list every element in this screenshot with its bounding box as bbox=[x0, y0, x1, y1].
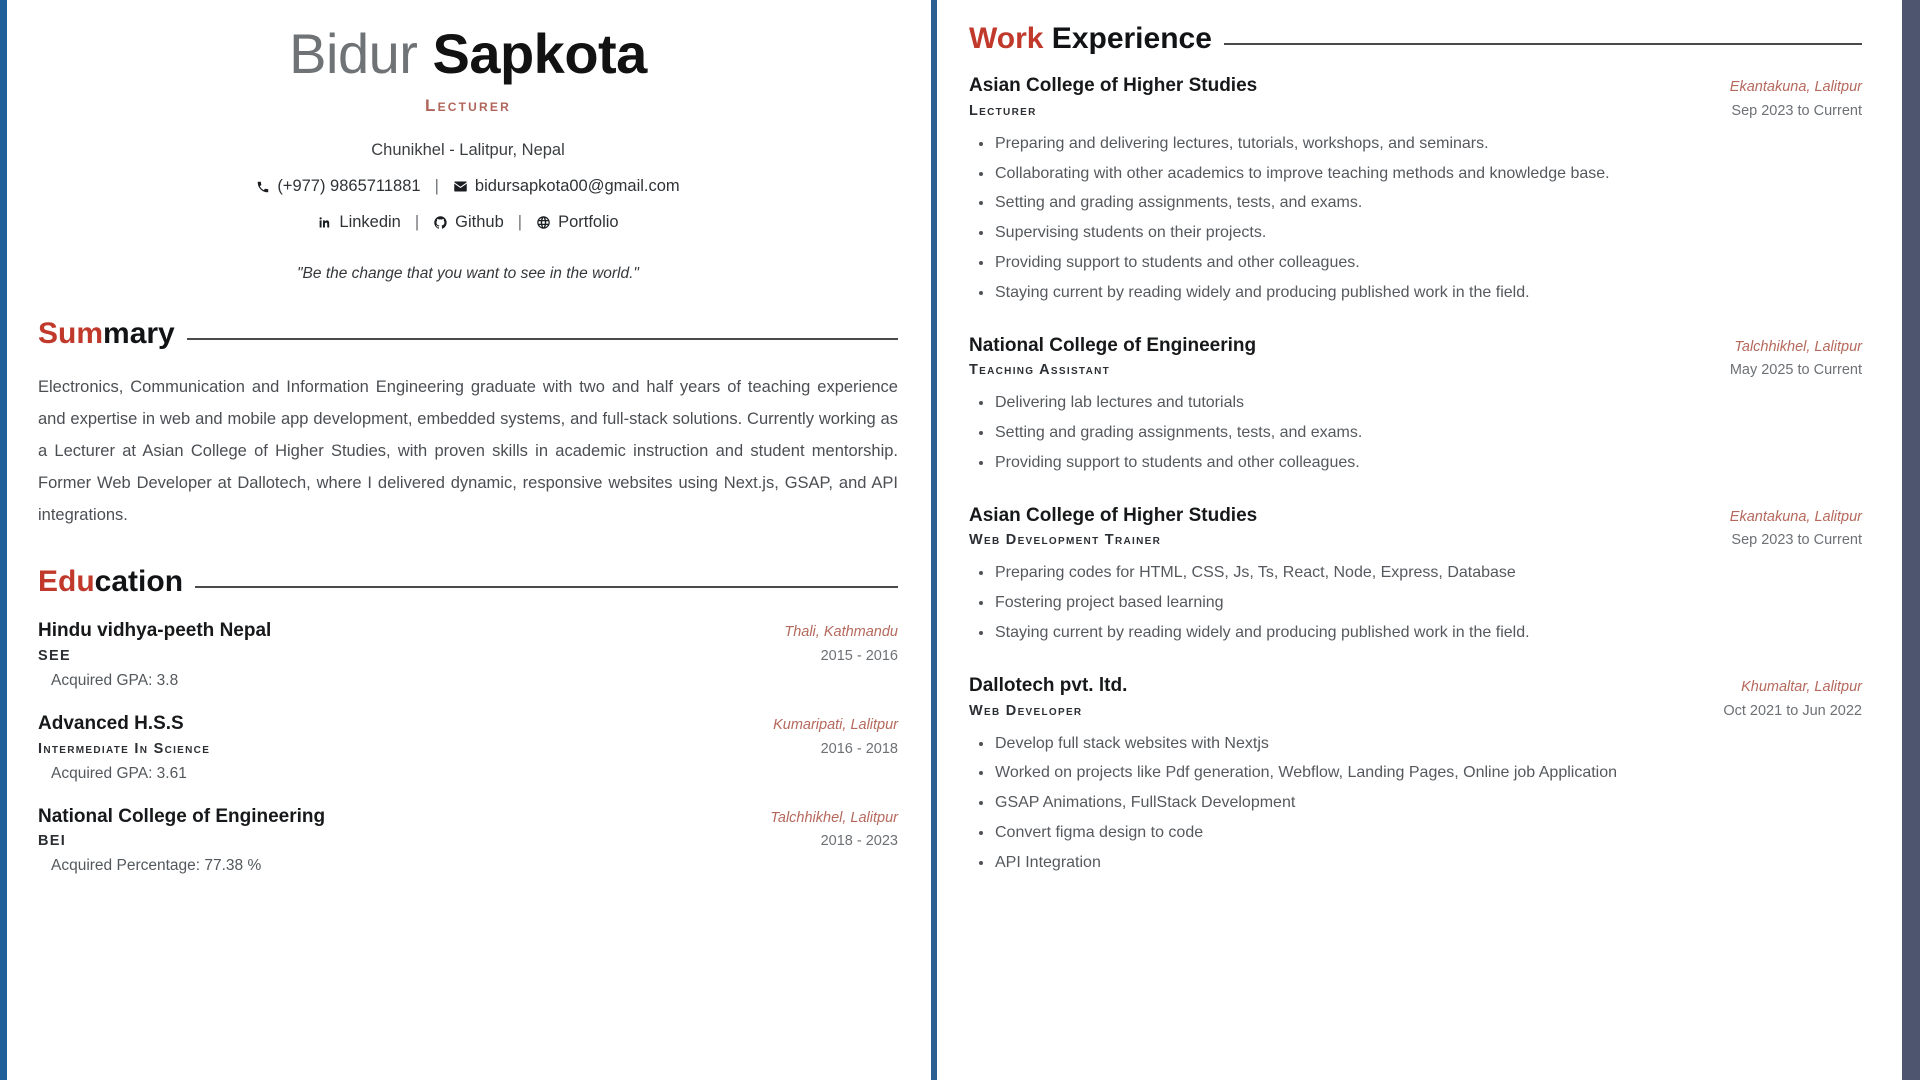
experience-entry-subheader bbox=[969, 103, 1862, 119]
education-heading-rule bbox=[195, 586, 898, 588]
contact-row-links bbox=[38, 213, 898, 232]
list-item: Setting and grading assignments, tests, and exams. bbox=[993, 191, 1862, 216]
education-degree: SEE bbox=[38, 647, 71, 664]
list-item: Collaborating with other academics to improve teaching methods and knowledge base. bbox=[993, 162, 1862, 187]
address-line: Chunikhel - Lalitpur, Nepal bbox=[371, 141, 565, 159]
education-detail: Acquired Percentage: 77.38 % bbox=[51, 857, 262, 875]
education-degree: BEI bbox=[38, 833, 67, 850]
portfolio-label: Portfolio bbox=[558, 213, 619, 231]
education-entry-header bbox=[38, 712, 898, 736]
email-item[interactable] bbox=[453, 177, 680, 196]
contact-separator-1: | bbox=[434, 177, 439, 195]
experience-entry-header bbox=[969, 334, 1862, 358]
list-item: Staying current by reading widely and producing published work in the field. bbox=[993, 281, 1862, 306]
list-item: Preparing codes for HTML, CSS, Js, Ts, React, Node, Express, Database bbox=[993, 561, 1862, 586]
phone-icon bbox=[256, 180, 270, 194]
github-icon bbox=[433, 215, 448, 230]
education-section bbox=[38, 567, 898, 875]
experience-entry-subheader bbox=[969, 703, 1862, 719]
education-detail: Acquired GPA: 3.8 bbox=[51, 671, 179, 689]
contact-separator-2: | bbox=[414, 213, 420, 231]
right-slate-rail bbox=[1902, 0, 1920, 1080]
summary-section-head bbox=[38, 319, 898, 349]
list-item: Worked on projects like Pdf generation, Webflow, Landing Pages, Online job Application bbox=[993, 761, 1862, 786]
github-link[interactable] bbox=[433, 213, 504, 232]
summary-heading bbox=[38, 319, 175, 349]
work-heading-highlight: Work bbox=[969, 22, 1044, 55]
linkedin-label: Linkedin bbox=[339, 213, 401, 231]
experience-company: National College of Engineering bbox=[969, 334, 1257, 356]
linkedin-icon bbox=[317, 215, 332, 230]
education-degree: Intermediate In Science bbox=[38, 740, 211, 757]
experience-bullet-list bbox=[969, 391, 1862, 475]
education-entry-header bbox=[38, 805, 898, 829]
list-item: Providing support to students and other colleagues. bbox=[993, 451, 1862, 476]
experience-job-title: Lecturer bbox=[969, 102, 1037, 119]
education-dates: 2018 - 2023 bbox=[820, 833, 898, 850]
experience-entry bbox=[969, 504, 1862, 646]
experience-entry bbox=[969, 74, 1862, 306]
work-heading-rule bbox=[1224, 43, 1862, 45]
education-entry bbox=[38, 805, 898, 876]
list-item: API Integration bbox=[993, 851, 1862, 876]
experience-bullet-list bbox=[969, 561, 1862, 645]
portfolio-link[interactable] bbox=[536, 213, 619, 232]
education-entry bbox=[38, 712, 898, 783]
summary-heading-rule bbox=[187, 338, 898, 340]
education-institution: National College of Engineering bbox=[38, 805, 326, 827]
phone-text: (+977) 9865711881 bbox=[277, 177, 421, 195]
education-section-head bbox=[38, 567, 898, 597]
experience-location: Ekantakuna, Lalitpur bbox=[1729, 79, 1862, 95]
github-label: Github bbox=[455, 213, 504, 231]
education-institution: Advanced H.S.S bbox=[38, 712, 184, 734]
right-column bbox=[937, 0, 1902, 1080]
linkedin-link[interactable] bbox=[317, 213, 400, 232]
education-location: Talchhikhel, Lalitpur bbox=[770, 809, 898, 826]
experience-entry-header bbox=[969, 504, 1862, 528]
education-entry-subheader bbox=[38, 741, 898, 757]
education-entry-subheader bbox=[38, 833, 898, 849]
experience-entry bbox=[969, 334, 1862, 476]
experience-dates: May 2025 to Current bbox=[1729, 362, 1862, 379]
personal-quote: "Be the change that you want to see in the world." bbox=[297, 265, 639, 282]
email-icon bbox=[453, 179, 468, 194]
email-text: bidursapkota00@gmail.com bbox=[474, 177, 680, 195]
last-name: Sapkota bbox=[432, 22, 647, 85]
experience-company: Dallotech pvt. ltd. bbox=[969, 674, 1128, 696]
work-experience-section-head bbox=[969, 24, 1862, 54]
summary-heading-highlight: Sum bbox=[38, 317, 104, 350]
education-location: Thali, Kathmandu bbox=[784, 624, 898, 640]
education-detail: Acquired GPA: 3.61 bbox=[51, 764, 187, 782]
list-item: Providing support to students and other colleagues. bbox=[993, 251, 1862, 276]
list-item: Supervising students on their projects. bbox=[993, 221, 1862, 246]
work-experience-section bbox=[969, 24, 1862, 876]
experience-entry bbox=[969, 674, 1862, 876]
education-dates: 2015 - 2016 bbox=[820, 647, 898, 664]
left-column bbox=[7, 0, 931, 1080]
role-subtitle: Lecturer bbox=[425, 96, 511, 115]
experience-entry-header bbox=[969, 674, 1862, 698]
list-item: Preparing and delivering lectures, tutorials, workshops, and seminars. bbox=[993, 132, 1862, 157]
experience-dates: Oct 2021 to Jun 2022 bbox=[1723, 702, 1862, 719]
education-entry-header bbox=[38, 619, 898, 643]
contact-row-primary bbox=[38, 177, 898, 196]
education-location: Kumaripati, Lalitpur bbox=[773, 716, 898, 733]
list-item: GSAP Animations, FullStack Development bbox=[993, 791, 1862, 816]
education-institution: Hindu vidhya-peeth Nepal bbox=[38, 620, 272, 641]
experience-job-title: Teaching Assistant bbox=[969, 362, 1111, 379]
experience-company: Asian College of Higher Studies bbox=[969, 504, 1258, 526]
phone-item[interactable] bbox=[256, 177, 420, 196]
summary-text: Electronics, Communication and Information Engineering graduate with two and half years of teaching experience and expertise in web and mobile app development, embedded systems, and full-stack solutions. Currently working as a Lecturer at Asian College of Higher Studies, with proven skills in academic instruction and student mentorship. Former Web Developer at Dallotech, where I delivered dynamic, responsive websites using Next.js, GSAP, and API integrations. bbox=[38, 378, 898, 524]
left-blue-rail bbox=[0, 0, 7, 1080]
list-item: Fostering project based learning bbox=[993, 591, 1862, 616]
experience-job-title: Web Development Trainer bbox=[969, 532, 1162, 549]
experience-entry-subheader bbox=[969, 362, 1862, 378]
list-item: Delivering lab lectures and tutorials bbox=[993, 391, 1862, 416]
list-item: Setting and grading assignments, tests, and exams. bbox=[993, 421, 1862, 446]
experience-bullet-list bbox=[969, 732, 1862, 876]
work-experience-heading bbox=[969, 24, 1212, 54]
education-heading bbox=[38, 567, 183, 597]
list-item: Staying current by reading widely and producing published work in the field. bbox=[993, 621, 1862, 646]
education-entry-subheader bbox=[38, 648, 898, 664]
education-dates: 2016 - 2018 bbox=[820, 740, 898, 757]
list-item: Convert figma design to code bbox=[993, 821, 1862, 846]
globe-icon bbox=[536, 215, 551, 230]
first-name: Bidur bbox=[289, 22, 418, 85]
experience-location: Ekantakuna, Lalitpur bbox=[1729, 508, 1862, 525]
experience-dates: Sep 2023 to Current bbox=[1731, 102, 1862, 119]
experience-job-title: Web Developer bbox=[969, 702, 1083, 719]
education-heading-highlight: Edu bbox=[38, 565, 95, 598]
experience-location: Talchhikhel, Lalitpur bbox=[1734, 338, 1862, 355]
experience-entry-subheader bbox=[969, 532, 1862, 548]
summary-section bbox=[38, 319, 898, 531]
summary-heading-rest: mary bbox=[103, 317, 175, 350]
list-item: Develop full stack websites with Nextjs bbox=[993, 732, 1862, 757]
contact-separator-3: | bbox=[517, 213, 523, 231]
experience-dates: Sep 2023 to Current bbox=[1731, 532, 1862, 549]
page-title bbox=[38, 22, 898, 85]
education-entry bbox=[38, 619, 898, 690]
experience-location: Khumaltar, Lalitpur bbox=[1741, 678, 1862, 695]
work-heading-rest: Experience bbox=[1043, 22, 1212, 55]
experience-entry-header bbox=[969, 74, 1862, 98]
experience-bullet-list bbox=[969, 132, 1862, 306]
education-heading-rest: cation bbox=[94, 565, 184, 598]
experience-company: Asian College of Higher Studies bbox=[969, 75, 1258, 96]
